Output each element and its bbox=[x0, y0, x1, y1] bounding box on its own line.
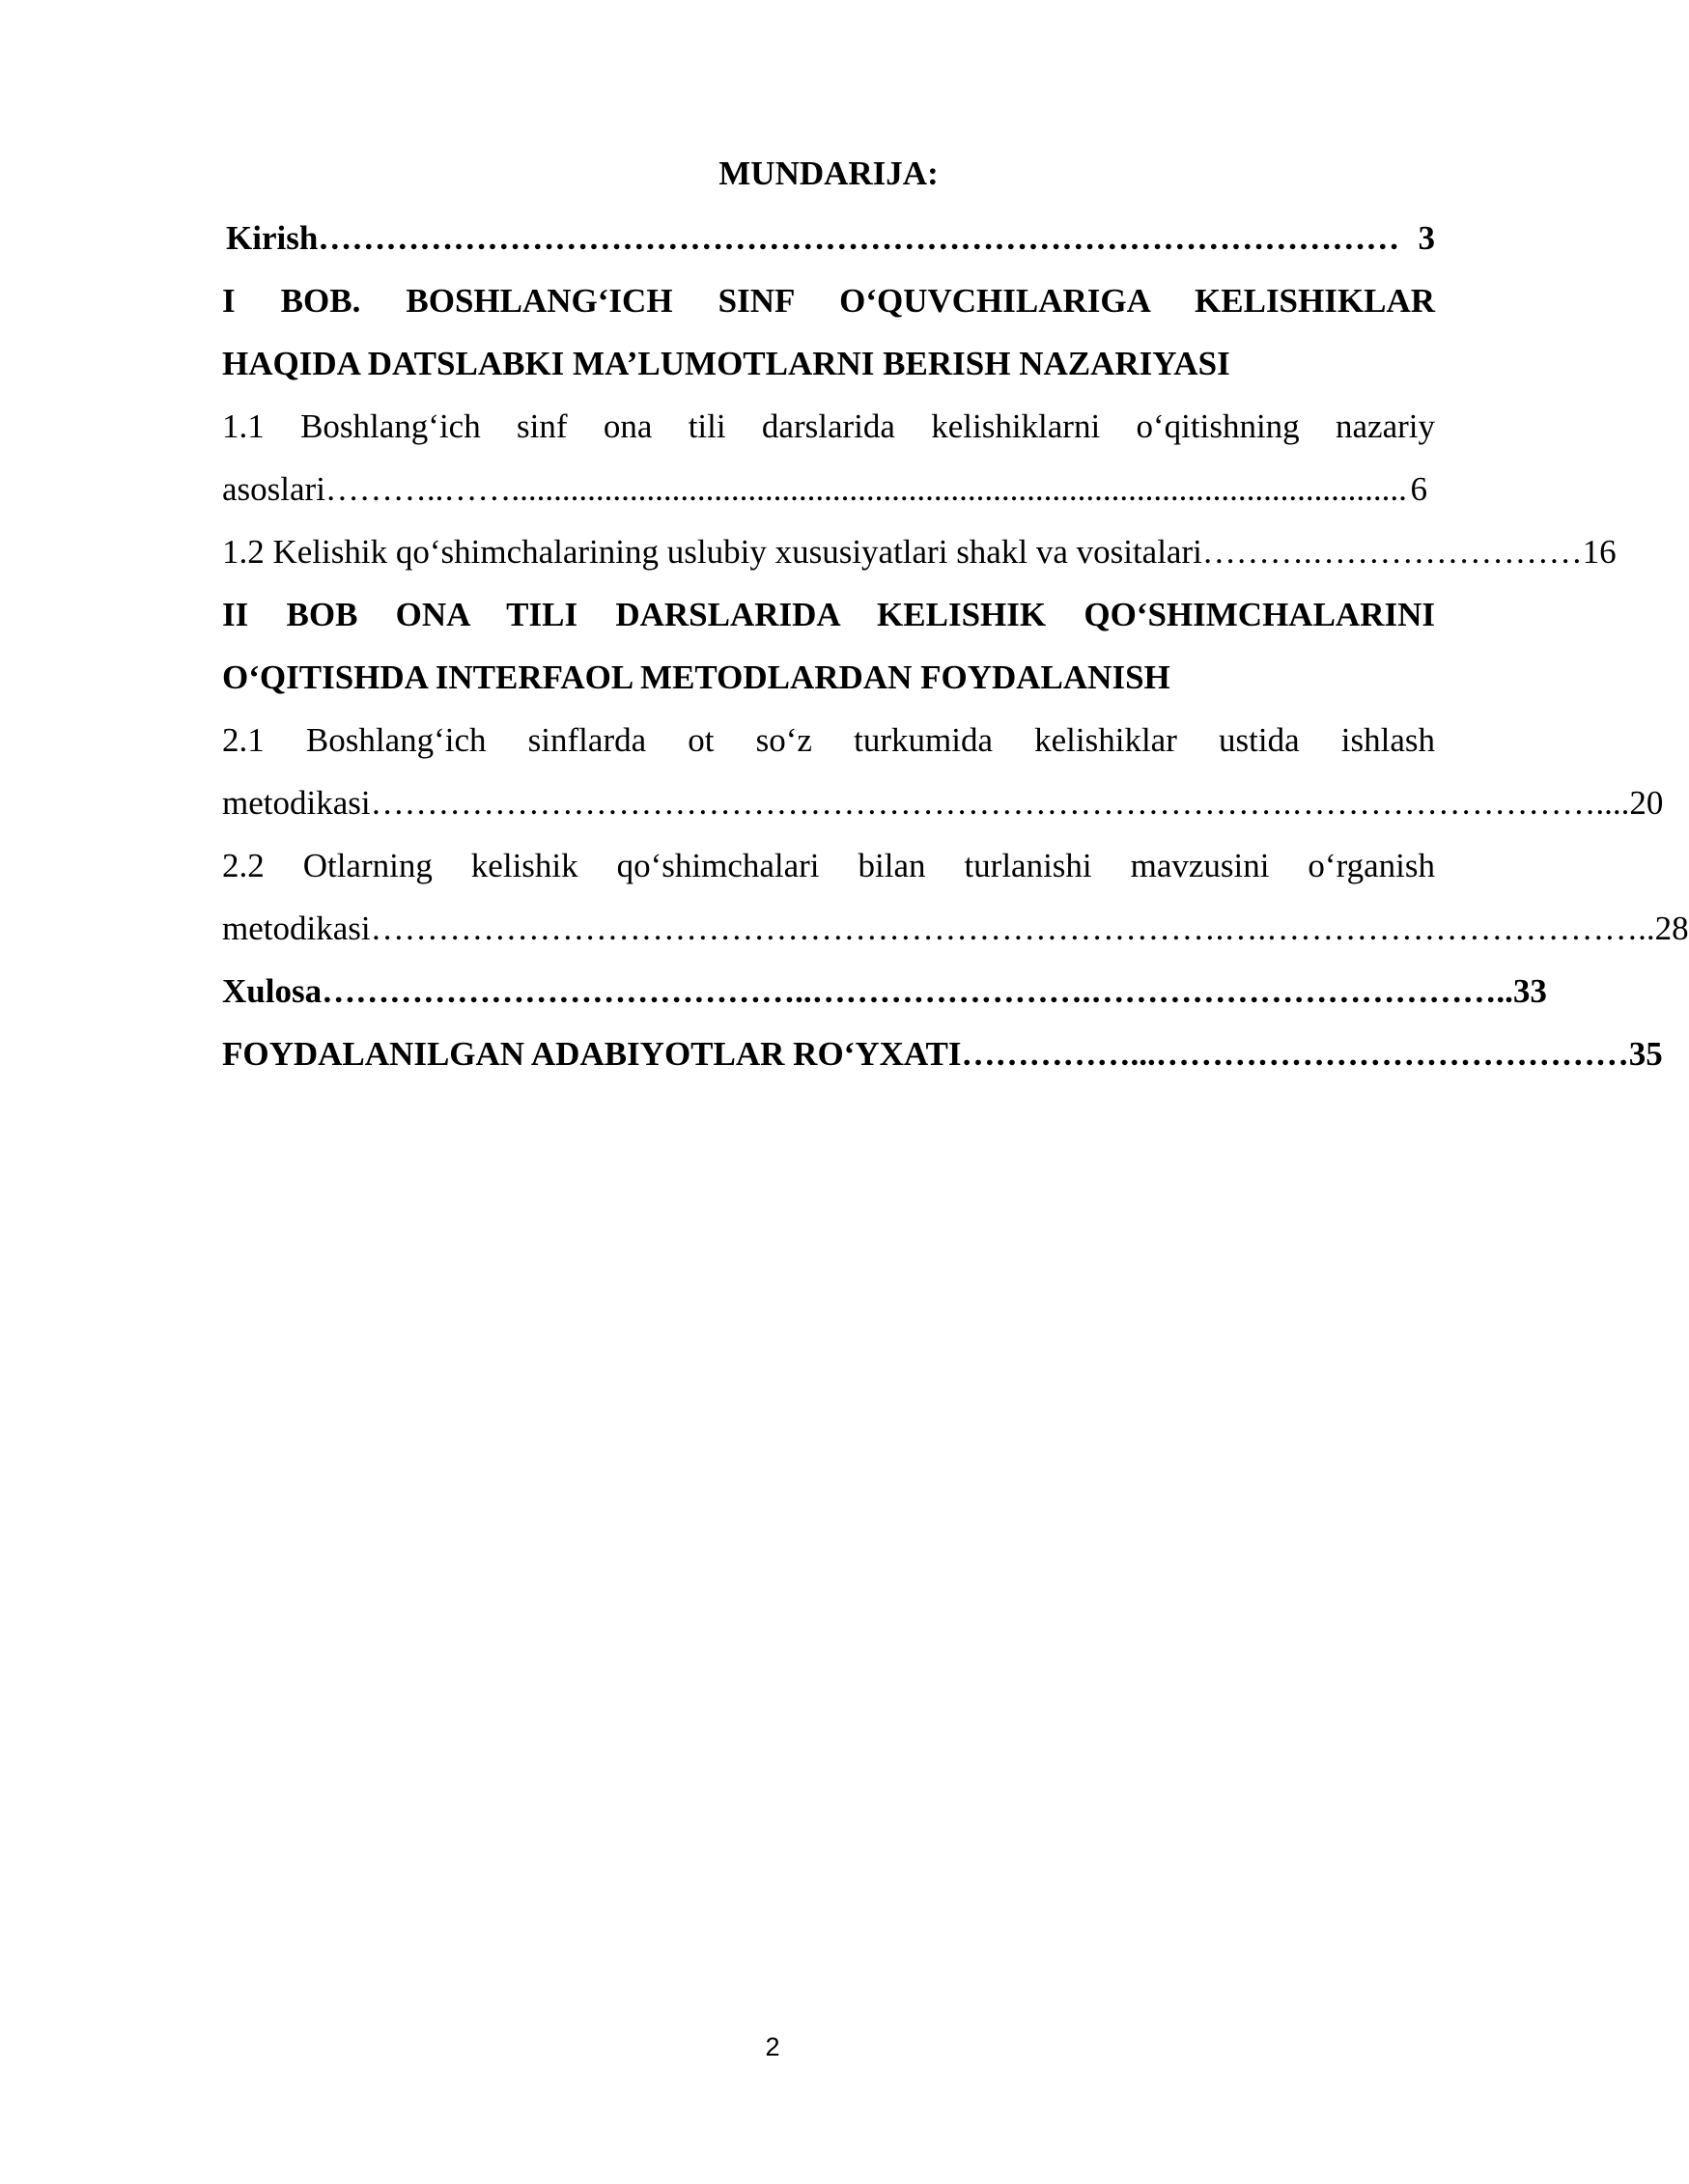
toc-leader-dots: ……………………………………..…………………….………………………………. bbox=[322, 972, 1506, 1010]
toc-entry-adabiyotlar[interactable] bbox=[222, 1022, 1663, 1085]
toc-entry-text: 1.2 Kelishik qo‘shimchalarining uslubiy xususiyatlari shakl va vositalari bbox=[222, 533, 1202, 571]
toc-page-number: 16 bbox=[1582, 533, 1617, 571]
toc-entry-text: metodikasi bbox=[222, 784, 371, 822]
toc-page-number: .33 bbox=[1505, 972, 1547, 1010]
toc-section-2-2-line-2[interactable] bbox=[222, 897, 1689, 960]
toc-entry-xulosa[interactable] bbox=[222, 960, 1547, 1022]
toc-section-2-2-line-1[interactable]: 2.2 Otlarning kelishik qo‘shimchalari bilan turlanishi mavzusini o‘rganish bbox=[222, 847, 1435, 884]
toc-title: MUNDARIJA: bbox=[718, 154, 939, 192]
toc-leader-dots: …………………………………………………………………………………… bbox=[318, 219, 1400, 257]
toc-entry-kirish[interactable] bbox=[222, 207, 1435, 269]
toc-leader-dots: ……….…………………… bbox=[1201, 533, 1583, 571]
toc-leader-dots: ………………………………………………………………….….…………………………… bbox=[370, 910, 1639, 947]
toc-chapter-2-line-2[interactable]: O‘QITISHDA INTERFAOL METODLARDAN FOYDALANISH bbox=[222, 658, 1170, 696]
toc-entry-text: asoslari bbox=[222, 470, 325, 508]
toc-section-2-1-line-2[interactable] bbox=[222, 771, 1664, 834]
toc-section-1-2[interactable] bbox=[222, 520, 1617, 583]
toc-page-number: ...20 bbox=[1604, 784, 1664, 822]
toc-page-number: 3 bbox=[1418, 219, 1435, 257]
toc-entry-text: Xulosa bbox=[222, 972, 323, 1010]
toc-page-number: ..28 bbox=[1638, 910, 1689, 947]
toc-section-1-1-line-2[interactable] bbox=[222, 458, 1435, 520]
toc-page-number: 6 bbox=[1410, 470, 1427, 508]
toc-leader-dots: ……………………………………………………………………….………………………. bbox=[370, 784, 1605, 822]
toc-leader-dots: ………..…….......................................................................................................... bbox=[324, 470, 1407, 508]
toc-chapter-1-line-2[interactable]: HAQIDA DATSLABKI MA’LUMOTLARNI BERISH NAZARIYASI bbox=[222, 345, 1230, 382]
toc-entry-text: FOYDALANILGAN ADABIYOTLAR RO‘YXATI bbox=[222, 1035, 962, 1073]
toc-leader-dots: ……………...…………………………………… bbox=[961, 1035, 1629, 1073]
toc-entry-text: Kirish bbox=[226, 219, 319, 257]
toc-entry-text: metodikasi bbox=[222, 910, 371, 947]
toc-section-1-1-line-1[interactable]: 1.1 Boshlang‘ich sinf ona tili darslarida kelishiklarni o‘qitishning nazariy bbox=[222, 407, 1435, 445]
page-number: 2 bbox=[765, 2032, 780, 2061]
toc-chapter-2-line-1[interactable]: II BOB ONA TILI DARSLARIDA KELISHIK QO‘SHIMCHALARINI bbox=[222, 596, 1435, 633]
table-of-contents bbox=[222, 145, 1689, 1085]
toc-chapter-1-line-1[interactable]: I BOB. BOSHLANG‘ICH SINF O‘QUVCHILARIGA KELISHIKLAR bbox=[222, 282, 1435, 320]
toc-page-number: 35 bbox=[1628, 1035, 1663, 1073]
toc-section-2-1-line-1[interactable]: 2.1 Boshlang‘ich sinflarda ot so‘z turkumida kelishiklar ustida ishlash bbox=[222, 721, 1435, 759]
